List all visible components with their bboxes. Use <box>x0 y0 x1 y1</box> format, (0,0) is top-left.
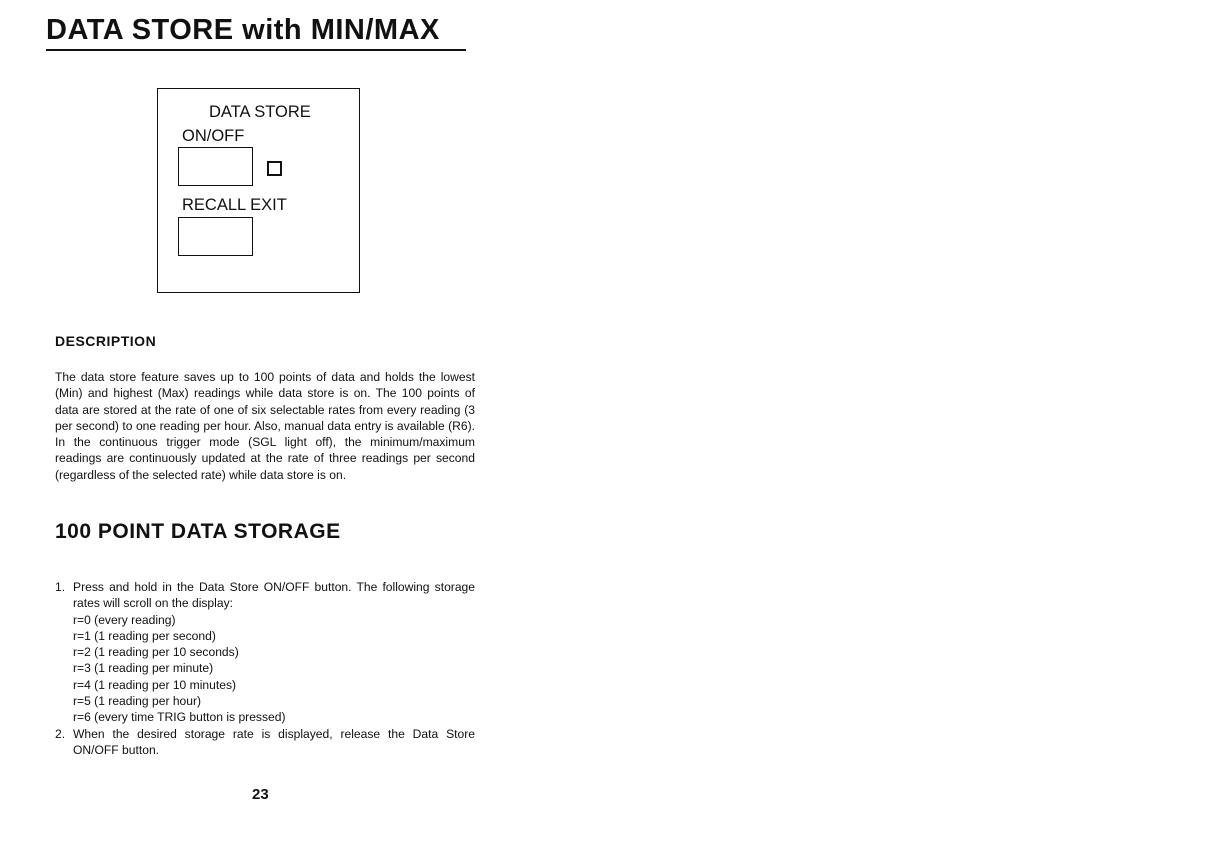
rate-item-2: r=2 (1 reading per 10 seconds) <box>73 645 239 660</box>
data-store-label: DATA STORE <box>209 103 311 121</box>
rate-item-0: r=0 (every reading) <box>73 612 176 627</box>
step-2-number: 2. <box>55 726 66 741</box>
step-1 <box>55 579 475 726</box>
rate-item-1: r=1 (1 reading per second) <box>73 628 216 643</box>
indicator-square-icon <box>267 161 282 176</box>
storage-steps <box>55 579 475 758</box>
step-2 <box>55 726 475 759</box>
onoff-label: ON/OFF <box>182 127 245 145</box>
recall-exit-label: RECALL EXIT <box>182 196 287 214</box>
rate-item-4: r=4 (1 reading per 10 minutes) <box>73 677 237 692</box>
step-2-text: When the desired storage rate is displayed, release the Data Store ON/OFF button. <box>73 726 475 757</box>
page-title: DATA STORE with MIN/MAX <box>46 14 440 46</box>
rate-item-5: r=5 (1 reading per hour) <box>73 694 202 709</box>
recall-exit-button-illustration <box>178 217 253 256</box>
storage-heading: 100 POINT DATA STORAGE <box>55 520 341 543</box>
step-1-number: 1. <box>55 580 66 594</box>
data-store-panel-diagram <box>157 88 360 293</box>
description-text: The data store feature saves up to 100 points of data and holds the lowest (Min) and highest (Max) readings while data store is on. The 100 points of data are stored at the rate of one of six selectable rates from every reading (3 per second) to one reading per hour. Also, manual data entry is available (R6). In the continuous trigger mode (SGL light off), the minimum/maximum readings are continuously updated at the rate of three readings per second (regardless of the selected rate) while data store is on. <box>55 370 475 482</box>
onoff-button-illustration <box>178 147 253 186</box>
description-heading: DESCRIPTION <box>55 333 157 349</box>
rate-item-3: r=3 (1 reading per minute) <box>73 661 214 676</box>
rate-item-6: r=6 (every time TRIG button is pressed) <box>73 710 286 725</box>
title-underline <box>46 49 466 51</box>
page-number: 23 <box>252 786 269 803</box>
step-1-text: Press and hold in the Data Store ON/OFF button. The following storage rates will scroll on the display: <box>73 580 475 611</box>
